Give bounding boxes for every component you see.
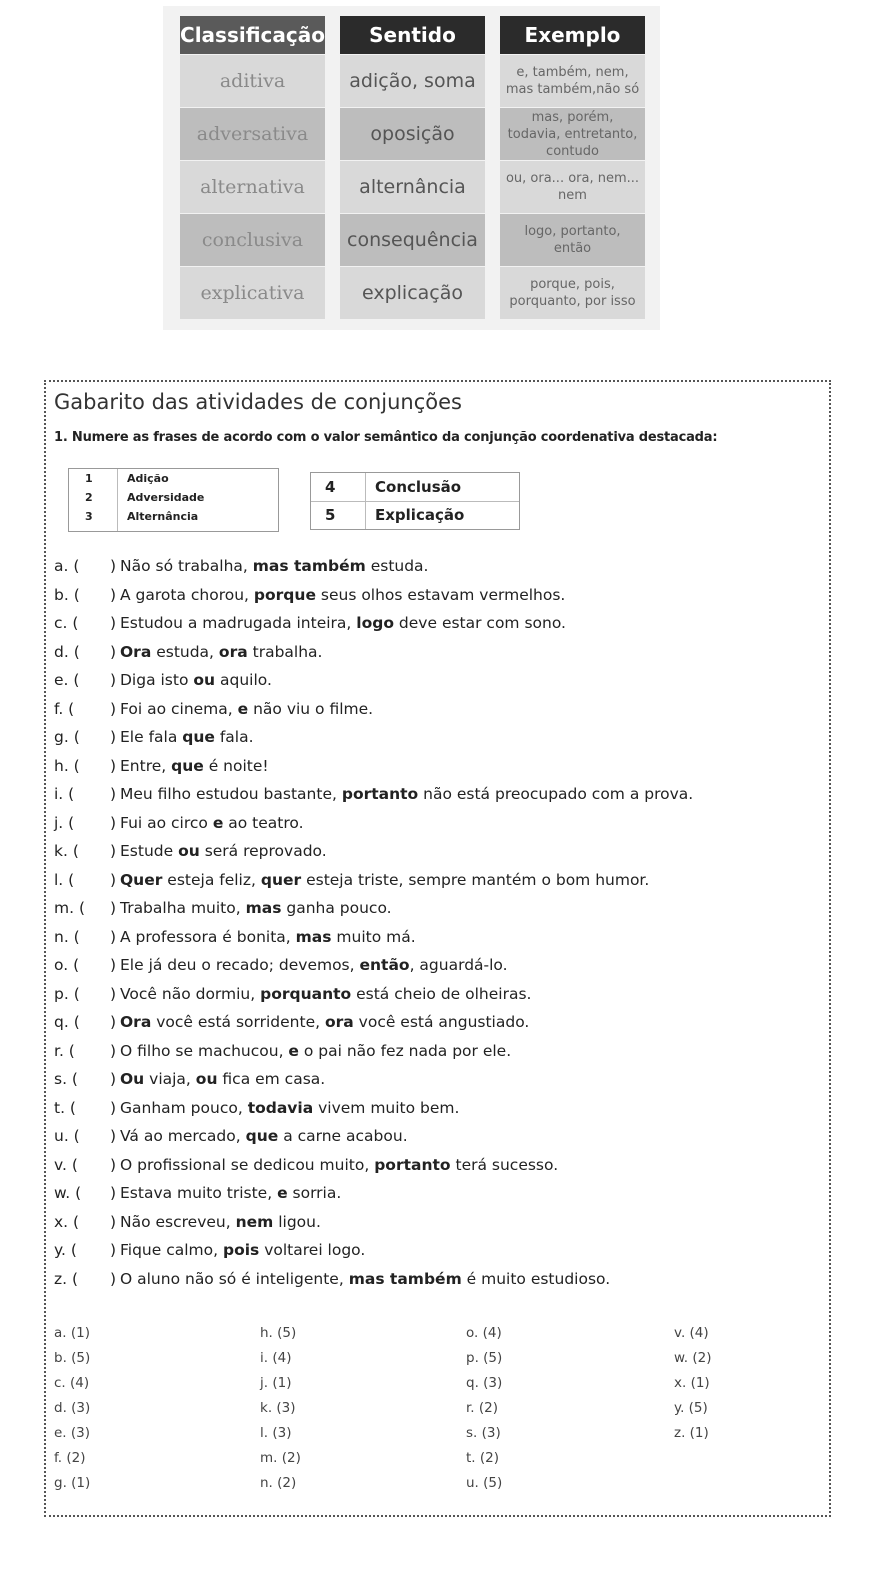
sentence-text: Você não dormiu, [120,984,261,1003]
item-close-paren: ) [110,1184,117,1202]
sentence-text: não viu o filme. [248,699,374,718]
answer: x. (1) [674,1375,710,1391]
highlighted-conjunction: que [171,756,204,775]
cell-classificacao: conclusiva [180,214,325,266]
item-letter: t. ( [54,1098,76,1117]
highlighted-conjunction: e [237,699,249,718]
conjunction-table [163,6,660,330]
header-exemplo: Exemplo [500,16,645,54]
highlighted-conjunction: portanto [341,785,419,803]
column-exemplo [500,16,645,319]
answer: i. (4) [260,1350,292,1366]
item-letter: n. ( [54,927,80,946]
answer: b. (5) [54,1350,91,1366]
answer: z. (1) [674,1425,709,1441]
item-sentence [120,842,327,860]
cell-exemplo: ou, ora... ora, nem... nem [500,161,645,213]
highlighted-conjunction: mas [295,927,332,946]
item-close-paren: ) [110,1212,117,1231]
highlighted-conjunction: logo [356,614,394,632]
sentence-text: Ele fala [120,728,183,746]
item-close-paren: ) [110,813,117,832]
sentence-text: vivem muito bem. [313,1098,460,1117]
legend-number: 1 [85,472,93,485]
highlighted-conjunction: nem [235,1212,274,1231]
highlighted-conjunction: Ora [120,642,152,661]
item-close-paren: ) [110,1269,117,1288]
item-sentence [120,671,272,689]
sentence-text: A professora é bonita, [120,927,296,946]
item-close-paren: ) [110,1070,117,1088]
highlighted-conjunction: que [245,1127,279,1145]
highlighted-conjunction: mas [245,899,282,917]
item-letter: z. ( [54,1269,79,1288]
item-close-paren: ) [110,671,117,689]
item-letter: u. ( [54,1127,80,1145]
answer: f. (2) [54,1450,86,1466]
sentence-text: Meu filho estudou bastante, [120,785,342,803]
sentence-text: fica em casa. [217,1070,326,1088]
item-close-paren: ) [110,1127,117,1145]
cell-classificacao: alternativa [180,161,325,213]
item-letter: i. ( [54,785,75,803]
answer: a. (1) [54,1325,90,1341]
highlighted-conjunction: porquanto [260,984,352,1003]
sentence-text: Estava muito triste, [120,1184,278,1202]
item-sentence [120,586,565,604]
item-letter: p. ( [54,984,80,1003]
sentence-text: Estude [120,842,179,860]
answer: g. (1) [54,1475,91,1491]
highlighted-conjunction: pois [222,1241,260,1259]
highlighted-conjunction: quer [260,870,302,889]
cell-sentido: alternância [340,161,485,213]
item-sentence [120,557,429,575]
item-close-paren: ) [110,642,117,661]
legend-label: Explicação [375,506,465,524]
answer: y. (5) [674,1400,708,1416]
cell-classificacao: aditiva [180,55,325,107]
sentence-text: esteja triste, sempre mantém o bom humor. [301,870,650,889]
item-letter: h. ( [54,756,80,775]
sentence-text: Trabalha muito, [120,899,246,917]
item-close-paren: ) [110,614,117,632]
sentence-text: trabalha. [247,642,323,661]
highlighted-conjunction: ou [195,1070,218,1088]
answer: u. (5) [466,1475,503,1491]
sentence-text: Fique calmo, [120,1241,223,1259]
sentence-text: Não só trabalha, [120,557,253,575]
item-sentence [120,956,508,974]
item-sentence [120,614,566,632]
sentence-text: O aluno não só é inteligente, [120,1269,349,1288]
item-close-paren: ) [110,785,117,803]
highlighted-conjunction: portanto [374,1155,451,1174]
sentence-text: deve estar com sono. [394,614,566,632]
legend-number: 5 [325,506,336,524]
item-sentence [120,814,304,832]
item-sentence [120,985,531,1003]
highlighted-conjunction: Ora [120,1013,152,1031]
cell-sentido: consequência [340,214,485,266]
sentence-text: sorria. [287,1184,342,1202]
cell-classificacao: explicativa [180,267,325,319]
sentence-text: Vá ao mercado, [120,1127,246,1145]
sentence-text: você está sorridente, [151,1013,325,1031]
item-letter: d. ( [54,642,80,661]
item-close-paren: ) [110,984,117,1003]
sentence-text: seus olhos estavam vermelhos. [315,585,566,604]
item-sentence [120,1270,610,1288]
item-sentence [120,785,693,803]
item-letter: y. ( [54,1241,77,1259]
legend-label: Conclusão [375,478,462,496]
sentence-text: Ele já deu o recado; devemos, [120,956,360,974]
sentence-text: não está preocupado com a prova. [418,785,694,803]
sentence-text: Não escreveu, [120,1212,236,1231]
column-classificacao [180,16,325,319]
sentence-text: estuda, [151,642,219,661]
sentence-text: aquilo. [215,671,272,689]
item-letter: b. ( [54,585,80,604]
item-sentence [120,1127,408,1145]
sentence-text: voltarei logo. [259,1241,366,1259]
answer: p. (5) [466,1350,503,1366]
item-close-paren: ) [110,756,117,775]
item-sentence [120,899,392,917]
answer-column [54,1325,90,1500]
item-sentence [120,871,649,889]
sentence-text: ligou. [273,1212,321,1231]
item-close-paren: ) [110,1098,117,1117]
answer: o. (4) [466,1325,502,1341]
column-sentido [340,16,485,319]
highlighted-conjunction: ora [324,1013,354,1031]
item-close-paren: ) [110,699,117,718]
sentence-text: esteja feliz, [162,870,261,889]
item-sentence [120,643,322,661]
item-sentence [120,728,254,746]
sentence-text: a carne acabou. [278,1127,408,1145]
legend-left [68,468,279,532]
item-sentence [120,1156,558,1174]
item-close-paren: ) [110,585,117,604]
answer: v. (4) [674,1325,709,1341]
instruction: 1. Numere as frases de acordo com o valor semântico da conjunção coordenativa destacada: [54,430,718,445]
item-close-paren: ) [110,1241,117,1259]
header-sentido: Sentido [340,16,485,54]
highlighted-conjunction: Ou [120,1070,145,1088]
highlighted-conjunction: ou [178,842,200,860]
item-sentence [120,1184,341,1202]
sentence-text: ao teatro. [223,813,304,832]
answer: n. (2) [260,1475,297,1491]
highlighted-conjunction: que [182,728,215,746]
highlighted-conjunction: então [359,956,410,974]
item-close-paren: ) [110,956,117,974]
legend-label: Adversidade [127,491,205,504]
sentence-text: ganha pouco. [281,899,392,917]
item-close-paren: ) [110,1013,117,1031]
cell-sentido: adição, soma [340,55,485,107]
legend-label: Alternância [127,510,199,523]
sentence-text: está cheio de olheiras. [351,984,532,1003]
item-close-paren: ) [110,842,117,860]
item-letter: j. ( [54,813,75,832]
sentence-text: O profissional se dedicou muito, [120,1155,375,1174]
item-letter: e. ( [54,671,80,689]
sentence-text: O filho se machucou, [120,1041,289,1060]
answer-key [54,1325,824,1505]
sentence-text: Diga isto [120,671,194,689]
item-sentence [120,1042,511,1060]
item-letter: w. ( [54,1184,82,1202]
item-close-paren: ) [110,870,117,889]
highlighted-conjunction: ora [218,642,248,661]
sentence-text: você está angustiado. [353,1013,530,1031]
item-letter: m. ( [54,899,85,917]
item-close-paren: ) [110,1155,117,1174]
item-letter: l. ( [54,870,75,889]
answer-column [466,1325,502,1500]
legend-number: 2 [85,491,93,504]
sentence-text: Entre, [120,756,172,775]
sentence-text: Estudou a madrugada inteira, [120,614,357,632]
cell-exemplo: e, também, nem, mas também,não só [500,55,645,107]
cell-exemplo: logo, portanto, então [500,214,645,266]
legend-divider [117,469,118,531]
item-sentence [120,1213,321,1231]
answer: l. (3) [260,1425,292,1441]
highlighted-conjunction: todavia [247,1098,314,1117]
sentence-text: viaja, [144,1070,196,1088]
item-sentence [120,928,416,946]
answer: d. (3) [54,1400,91,1416]
highlighted-conjunction: e [288,1041,299,1060]
item-letter: r. ( [54,1041,75,1060]
sentence-text: Foi ao cinema, [120,699,238,718]
highlighted-conjunction: mas também [348,1269,462,1288]
answer-column [674,1325,712,1450]
sentence-text: será reprovado. [199,842,327,860]
sentence-text: o pai não fez nada por ele. [298,1041,512,1060]
item-letter: k. ( [54,842,79,860]
sentence-text: é muito estudioso. [461,1269,611,1288]
sentence-text: Fui ao circo [120,813,213,832]
item-letter: a. ( [54,557,80,575]
highlighted-conjunction: ou [193,671,216,689]
header-classificacao: Classificação [180,16,325,54]
answer: e. (3) [54,1425,91,1441]
item-sentence [120,1070,325,1088]
item-sentence [120,757,269,775]
answer-column [260,1325,301,1500]
sentence-text: fala. [214,728,254,746]
answer: q. (3) [466,1375,503,1391]
answer: r. (2) [466,1400,499,1416]
cell-exemplo: mas, porém, todavia, entretanto, contudo [500,108,645,160]
item-letter: x. ( [54,1212,80,1231]
item-sentence [120,1099,459,1117]
item-letter: c. ( [54,614,79,632]
answer: s. (3) [466,1425,501,1441]
legend-number: 4 [325,478,336,496]
item-letter: g. ( [54,728,80,746]
cell-sentido: oposição [340,108,485,160]
answer: w. (2) [674,1350,712,1366]
item-close-paren: ) [110,1041,117,1060]
item-letter: q. ( [54,1013,80,1031]
item-letter: o. ( [54,956,80,974]
highlighted-conjunction: porque [253,585,316,604]
item-letter: s. ( [54,1070,78,1088]
highlighted-conjunction: e [277,1184,288,1202]
sentence-text: estuda. [365,557,429,575]
answer: h. (5) [260,1325,297,1341]
item-close-paren: ) [110,557,117,575]
item-sentence [120,1013,529,1031]
item-sentence [120,1241,365,1259]
sentence-text: muito má. [331,927,416,946]
item-close-paren: ) [110,728,117,746]
legend-number: 3 [85,510,93,523]
answer-sheet [44,380,831,1517]
answer: j. (1) [260,1375,292,1391]
item-close-paren: ) [110,899,117,917]
item-close-paren: ) [110,927,117,946]
sentence-text: terá sucesso. [450,1155,559,1174]
answer: c. (4) [54,1375,90,1391]
answer: t. (2) [466,1450,499,1466]
answer: m. (2) [260,1450,301,1466]
highlighted-conjunction: mas também [252,557,366,575]
highlighted-conjunction: e [212,813,224,832]
cell-sentido: explicação [340,267,485,319]
highlighted-conjunction: Quer [120,870,163,889]
cell-exemplo: porque, pois, porquanto, por isso [500,267,645,319]
legend-label: Adição [127,472,169,485]
item-letter: f. ( [54,699,75,718]
item-letter: v. ( [54,1155,78,1174]
cell-classificacao: adversativa [180,108,325,160]
sentence-text: , aguardá-lo. [409,956,508,974]
sentence-text: é noite! [203,756,269,775]
legend-right [310,472,520,530]
sentence-text: A garota chorou, [120,585,254,604]
item-sentence [120,700,373,718]
sentence-text: Ganham pouco, [120,1098,248,1117]
answer: k. (3) [260,1400,296,1416]
sheet-title: Gabarito das atividades de conjunções [54,390,462,414]
